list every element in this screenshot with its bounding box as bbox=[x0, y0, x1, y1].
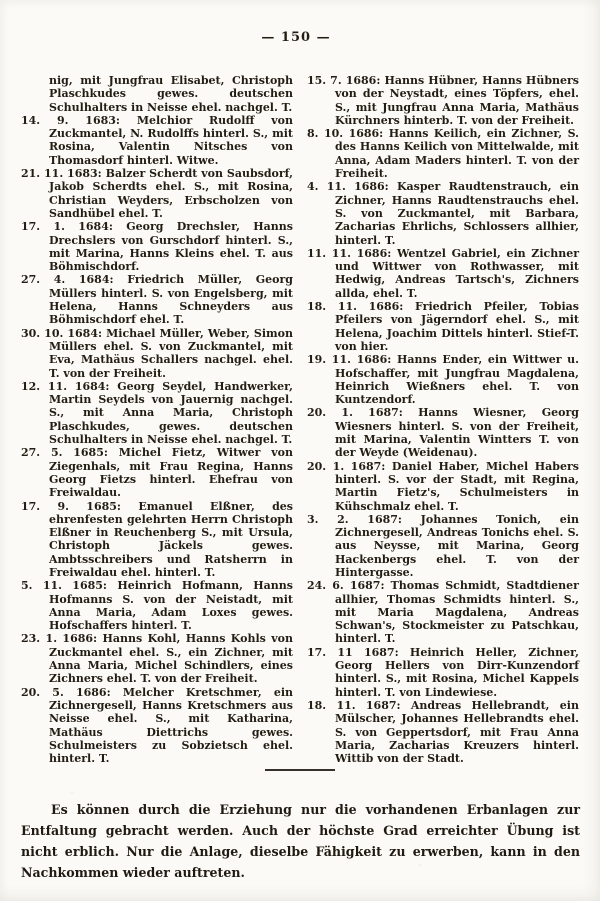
record-text: Emanuel Elßner, des ehrenfesten gelehrten Herrn Christoph Elßner in Reuchenberg S., mit Ursula, Christoph Jäckels gewes. Ambtsschreibers und Ratsherrn in Freiwaldau ehel. hinterl. T. bbox=[49, 499, 293, 579]
record-entry bbox=[21, 220, 293, 273]
record-entry bbox=[307, 74, 579, 127]
left-column bbox=[21, 74, 293, 765]
record-entry bbox=[307, 513, 579, 579]
record-date: 18. 11. 1686: bbox=[307, 300, 404, 314]
record-date: 30. 10. 1684: bbox=[21, 326, 103, 340]
record-entry bbox=[21, 500, 293, 580]
page-number: — 150 — bbox=[261, 30, 331, 45]
record-text: Michel Fietz, Witwer von Ziegenhals, mit Frau Regina, Hanns Georg Fietzs hinterl. Ehefrau von Freiwaldau. bbox=[49, 446, 293, 500]
record-date: 21. 11. 1683: bbox=[21, 167, 102, 181]
record-date: 23. 1. 1686: bbox=[21, 632, 98, 646]
record-entry bbox=[21, 632, 293, 685]
record-entry bbox=[307, 247, 579, 300]
record-text: Balzer Scherdt von Saubsdorf, Jakob Scherdts ehel. S., mit Rosina, Christian Weyders, Erbscholzen von Sandhübel ehel. T. bbox=[49, 167, 293, 220]
record-entry bbox=[307, 127, 579, 180]
record-date: 20. 1. 1687: bbox=[307, 459, 386, 473]
record-text: Daniel Haber, Michel Habers hinterl. S. vor der Stadt, mit Regina, Martin Fietz's, Schulmeisters in Kühschmalz ehel. T. bbox=[335, 459, 579, 513]
record-entry bbox=[21, 167, 293, 220]
record-date: 17. 1. 1684: bbox=[21, 220, 113, 234]
record-date: 8. 10. 1686: bbox=[307, 127, 384, 141]
record-entry bbox=[21, 74, 293, 114]
record-text: Friedrich Pfeiler, Tobias Pfeilers von Jägerndorf ehel. S., mit Helena, Joachim Dittels hinterl. Stief-T. von hier. bbox=[335, 300, 579, 353]
record-text: Heinrich Hofmann, Hanns Hofmanns S. von der Neistadt, mit Anna Maria, Adam Loxes gewes. Hofschaffers hinterl. T. bbox=[49, 579, 293, 633]
record-entry bbox=[307, 353, 579, 406]
record-text: Georg Seydel, Handwerker, Martin Seydels von Jauernig nachgel. S., mit Anna Maria, Christoph Plaschkudes, gewes. deutschen Schulhalters in Neisse ehel. nachgel. T. bbox=[49, 379, 293, 447]
section-divider-rule bbox=[265, 769, 335, 771]
record-text: Johannes Tonich, ein Zichnergesell, Andreas Tonichs ehel. S. aus Neysse, mit Marina, Georg Hackenbergs ehel. T. von der Hintergasse. bbox=[335, 512, 579, 579]
record-text: nig, mit Jungfrau Elisabet, Christoph Plaschkudes gewes. deutschen Schulhalters in Neisse ehel. nachgel. T. bbox=[49, 74, 293, 114]
footer-paragraph: Es können durch die Erziehung nur die vorhandenen Erbanlagen zur Entfaltung gebracht werden. Auch der höchste Grad erreichter Übung ist nicht erblich. Nur die Anlage, dieselbe Fähigkeit zu erwerben, kann in den Nachkommen wieder auftreten. bbox=[21, 802, 580, 880]
record-text: Friedrich Müller, Georg Müllers hinterl. S. von Engelsberg, mit Helena, Hanns Schneyders aus Böhmischdorf ehel. T. bbox=[49, 273, 293, 327]
record-text: Michael Müller, Weber, Simon Müllers ehel. S. von Zuckmantel, mit Eva, Mathäus Schallers nachgel. ehel. T. von der Freiheit. bbox=[49, 326, 293, 380]
record-entry bbox=[307, 180, 579, 246]
record-entry bbox=[21, 446, 293, 499]
record-text: Wentzel Gabriel, ein Zichner und Wittwer von Rothwasser, mit Hedwig, Andreas Tartsch's, Zichners allda, ehel. T. bbox=[335, 246, 579, 300]
record-date: 19. 11. 1686: bbox=[307, 353, 392, 367]
record-date: 24. 6. 1687: bbox=[307, 579, 385, 593]
record-entry bbox=[21, 327, 293, 380]
record-date: 20. 1. 1687: bbox=[307, 406, 403, 420]
two-column-text-block bbox=[21, 74, 579, 765]
record-date: 17. 11 1687: bbox=[307, 645, 399, 659]
record-date: 5. 11. 1685: bbox=[21, 579, 107, 593]
record-date: 20. 5. 1686: bbox=[21, 685, 111, 699]
record-text: Georg Drechsler, Hanns Drechslers von Gurschdorf hinterl. S., mit Marina, Hanns Kleins ehel. T. aus Böhmischdorf. bbox=[49, 220, 293, 274]
record-date: 18. 11. 1687: bbox=[307, 698, 401, 712]
record-text: Hanns Kohl, Hanns Kohls von Zuckmantel ehel. S., ein Zichner, mit Anna Maria, Michel Schindlers, eines Zichners ehel. T. von der Freiheit. bbox=[49, 632, 293, 686]
record-entry bbox=[307, 646, 579, 699]
record-text: Melchior Rudolff von Zuckmantel, N. Rudolffs hinterl. S., mit Rosina, Valentin Nitsches von Thomasdorf hinterl. Witwe. bbox=[49, 113, 293, 167]
record-text: Melcher Kretschmer, ein Zichnergesell, Hanns Kretschmers aus Neisse ehel. S., mit Katharina, Mathäus Diettrichs gewes. Schulmeisters zu Sobzietsch ehel. hinterl. T. bbox=[49, 685, 293, 766]
record-entry bbox=[21, 380, 293, 446]
record-entry bbox=[307, 460, 579, 513]
record-entry bbox=[21, 579, 293, 632]
record-entry bbox=[21, 686, 293, 766]
record-text: Hanns Wiesner, Georg Wiesners hinterl. S. von der Freiheit, mit Marina, Valentin Wintters T. von der Weyde (Weidenau). bbox=[335, 406, 579, 460]
record-date: 15. 7. 1686: bbox=[307, 74, 381, 87]
right-column bbox=[307, 74, 579, 765]
record-date: 27. 5. 1685: bbox=[21, 446, 108, 460]
record-entry bbox=[307, 579, 579, 645]
record-date: 12. 11. 1684: bbox=[21, 379, 110, 393]
record-date: 4. 11. 1686: bbox=[307, 180, 389, 194]
record-date: 3. 2. 1687: bbox=[307, 512, 402, 526]
record-text: Kasper Raudtenstrauch, ein Zichner, Hanns Raudtenstrauchs ehel. S. von Zuckmantel, mit Barbara, Zacharias Ehrlichs, Schlossers allhier, hinterl. T. bbox=[335, 180, 579, 247]
record-entry bbox=[307, 300, 579, 353]
record-entry bbox=[307, 406, 579, 459]
record-entry bbox=[21, 114, 293, 167]
record-entry bbox=[307, 699, 579, 765]
record-text: Thomas Schmidt, Stadtdiener allhier, Thomas Schmidts hinterl. S., mit Maria Magdalena, Andreas Schwan's, Stockmeister zu Patschkau, hinterl. T. bbox=[335, 579, 579, 646]
record-text: Heinrich Heller, Zichner, Georg Hellers von Dirr-Kunzendorf hinterl. S., mit Rosina, Michel Kappels hinterl. T. von Lindewiese. bbox=[335, 645, 579, 699]
record-text: Hanns Ender, ein Wittwer u. Hofschaffer, mit Jungfrau Magdalena, Heinrich Wießners ehel. T. von Kuntzendorf. bbox=[335, 353, 579, 407]
record-date: 14. 9. 1683: bbox=[21, 113, 120, 127]
record-entry bbox=[21, 273, 293, 326]
record-text: Andreas Hellebrandt, ein Mülscher, Johannes Hellebrandts ehel. S. von Geppertsdorf, mit Frau Anna Maria, Zacharias Kreuzers hinterl. Wittib von der Stadt. bbox=[335, 698, 579, 766]
record-date: 17. 9. 1685: bbox=[21, 499, 121, 513]
record-date: 27. 4. 1684: bbox=[21, 273, 114, 287]
record-text: Hanns Keilich, ein Zichner, S. des Hanns Keilich von Mittelwalde, mit Anna, Adam Maders hinterl. T. von der Freiheit. bbox=[335, 127, 579, 181]
record-text: Hanns Hübner, Hanns Hübners von der Neystadt, eines Töpfers, ehel. S., mit Jungfrau Anna Maria, Mathäus Kürchners hinterb. T. von der Freiheit. bbox=[335, 74, 579, 127]
record-date: 11. 11. 1686: bbox=[307, 246, 392, 260]
